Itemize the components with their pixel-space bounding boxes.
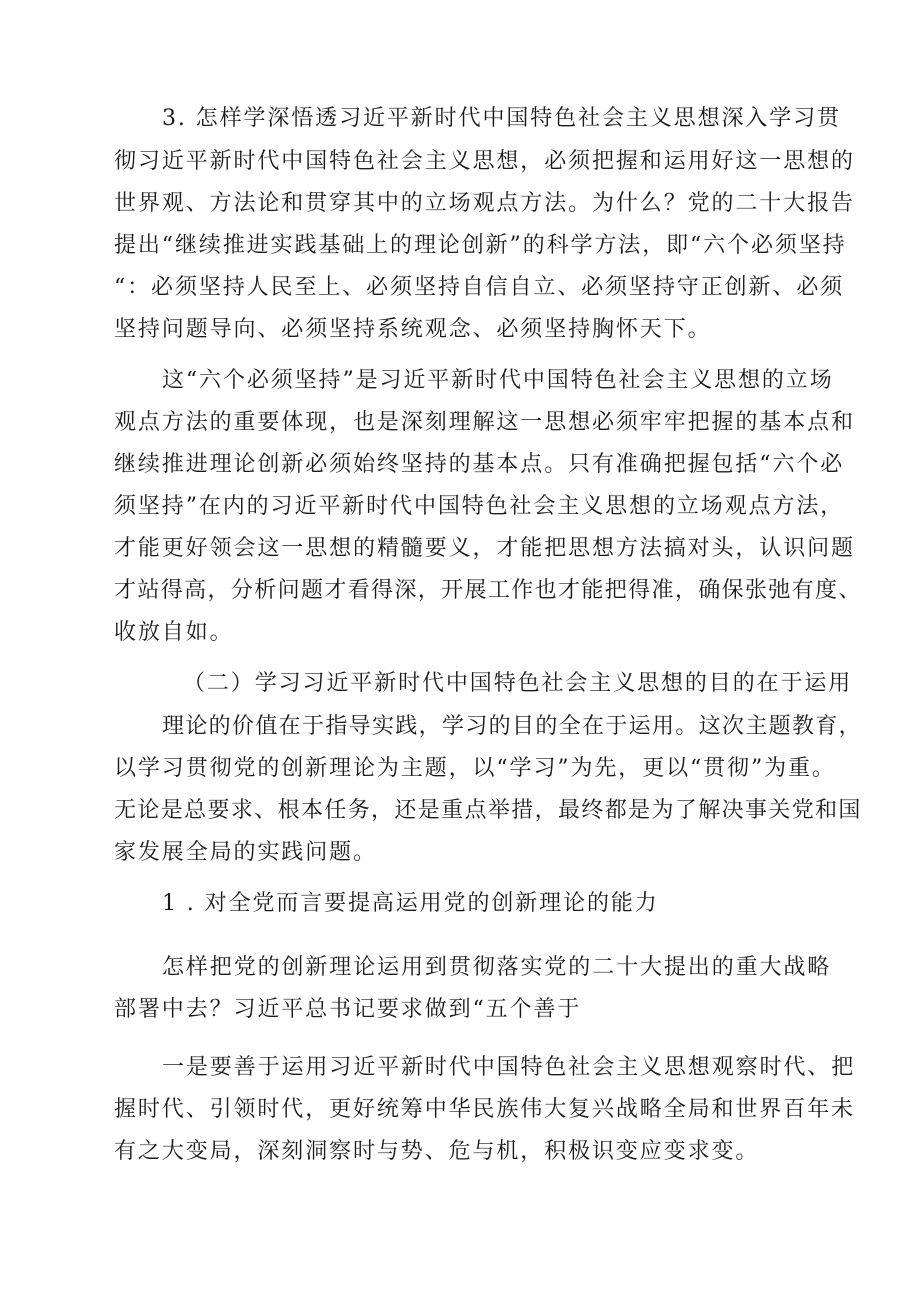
- text-line: 才站得高，分析问题才看得深，开展工作也才能把得准，确保张弛有度、: [114, 578, 862, 603]
- subsection-heading: 1 . 对全党而言要提高运用党的创新理论的能力: [162, 891, 659, 916]
- text-line: 部署中去？习近平总书记要求做到“五个善于: [114, 997, 582, 1022]
- text-line: 收放自如。: [114, 620, 234, 645]
- text-line: 一是要善于运用习近平新时代中国特色社会主义思想观察时代、把: [162, 1055, 856, 1080]
- text-line: 怎样把党的创新理论运用到贯彻落实党的二十大提出的重大战略: [162, 955, 832, 980]
- text-line: 坚持问题导向、必须坚持系统观念、必须坚持胸怀天下。: [114, 317, 712, 342]
- text-line: 无论是总要求、根本任务，还是重点举措，最终都是为了解决事关党和国: [114, 798, 862, 823]
- text-line: “：必须坚持人民至上、必须坚持自信自立、必须坚持守正创新、必须: [114, 275, 845, 300]
- text-line: 握时代、引领时代，更好统筹中华民族伟大复兴战略全局和世界百年未: [114, 1097, 855, 1122]
- text-line: 有之大变局，深刻洞察时与势、危与机，积极识变应变求变。: [114, 1139, 760, 1164]
- text-line: 理论的价值在于指导实践，学习的目的全在于运用。这次主题教育，: [162, 714, 863, 739]
- text-line: 提出“继续推进实践基础上的理论创新”的科学方法，即“六个必须坚持: [114, 233, 847, 258]
- text-line: 家发展全局的实践问题。: [114, 840, 377, 865]
- text-line: 3. 怎样学深悟透习近平新时代中国特色社会主义思想深入学习贯: [162, 106, 841, 131]
- text-line: 以学习贯彻党的创新理论为主题，以“学习”为先，更以“贯彻”为重。: [114, 756, 836, 781]
- text-line: 观点方法的重要体现，也是深刻理解这一思想必须牢牢把握的基本点和: [114, 410, 855, 435]
- text-line: 这“六个必须坚持”是习近平新时代中国特色社会主义思想的立场: [162, 368, 834, 393]
- section-heading: （二）学习习近平新时代中国特色社会主义思想的目的在于运用: [183, 671, 853, 696]
- text-line: 才能更好领会这一思想的精髓要义，才能把思想方法搞对头，认识问题: [114, 536, 855, 561]
- text-line: 彻习近平新时代中国特色社会主义思想，必须把握和运用好这一思想的: [114, 149, 855, 174]
- text-line: 世界观、方法论和贯穿其中的立场观点方法。为什么？党的二十大报告: [114, 191, 855, 216]
- text-line: 继续推进理论创新必须始终坚持的基本点。只有准确把握包括“六个必: [114, 452, 845, 477]
- text-line: 须坚持”在内的习近平新时代中国特色社会主义思想的立场观点方法，: [114, 494, 845, 519]
